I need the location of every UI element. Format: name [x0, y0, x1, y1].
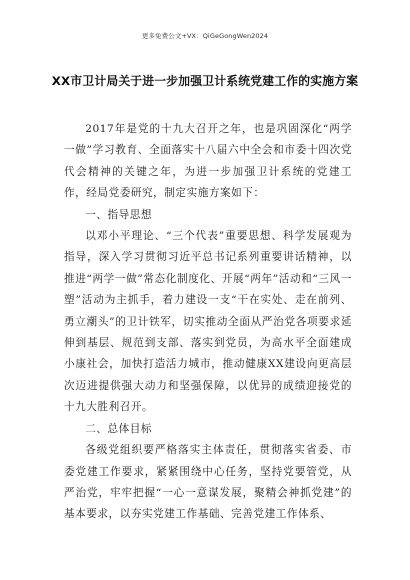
paragraph-guiding-ideology: 以邓小平理论、“三个代表”重要思想、科学发展观为指导，深入学习贯彻习近平总书记系列重要讲话精神，以推进“两学一做”常态化制度化、开展“两年”活动和“三风一塑”活动为主抓手，着力建设一支“干在实处、走在前列、勇立潮头”的卫计铁军，切实推动全面从严治党各项要求延伸到基层、规范到支部、落实到党员，为高水平全面建成小康社会，加快打造活力城市，推动健康XX建设向更高层次迈进提供强大动力和坚强保障，以优异的成绩迎接党的十九大胜利召开。	[64, 230, 352, 414]
section-heading-overall-goals: 二、总体目标	[85, 422, 153, 435]
document-body	[64, 119, 352, 526]
paragraph-overall-goals: 各级党组织要严格落实主体责任，贯彻落实省委、市委党建工作要求，紧紧围绕中心任务，坚持党要管党，从严治党，牢牢把握“一心一意谋发展，聚精会神抓党建”的基本要求，以夯实党建工作基础、完善党建工作体系、	[64, 444, 352, 521]
document-title: XX市卫计局关于进一步加强卫计系统党建工作的实施方案	[51, 74, 359, 88]
header-note: 更多免费公文+VX：QiGeGongWen2024	[141, 32, 269, 40]
section-heading-guiding-ideology: 一、指导思想	[85, 208, 153, 221]
paragraph-intro: 2017年是党的十九大召开之年，也是巩固深化“两学一做”学习教育、全面落实十八届六中全会和市委十四次党代会精神的关键之年，为进一步加强卫计系统的党建工作，经局党委研究，制定实施方案如下：	[64, 123, 352, 200]
